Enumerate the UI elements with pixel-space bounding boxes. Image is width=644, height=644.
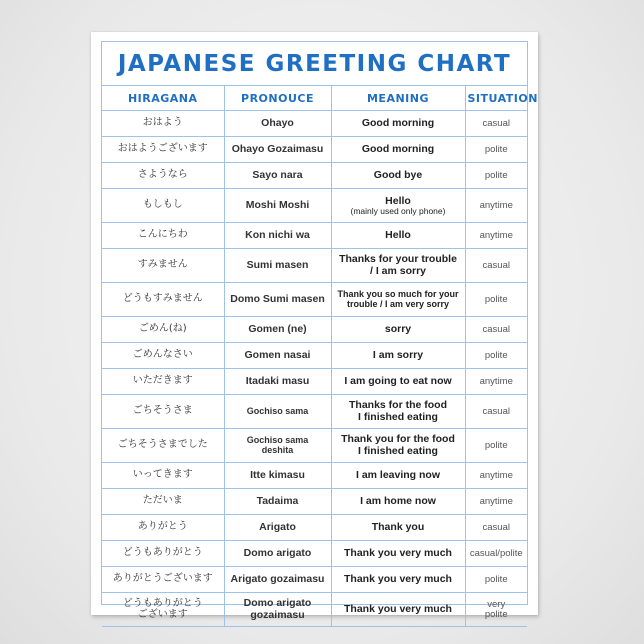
meaning-cell (331, 429, 465, 463)
situation-cell-line: casual (482, 259, 510, 271)
pronounce-cell-line: Sumi masen (246, 258, 309, 271)
pronounce-cell (224, 489, 331, 515)
header-meaning: MEANING (331, 86, 465, 111)
meaning-cell (331, 137, 465, 163)
meaning-cell-line: Good morning (361, 116, 435, 129)
hiragana-cell (102, 343, 224, 369)
table-row (102, 283, 527, 317)
pronounce-cell (224, 429, 331, 463)
meaning-cell-line: Hello (385, 194, 411, 207)
pronounce-cell-line: Gomen (ne) (248, 322, 307, 335)
pronounce-cell (224, 541, 331, 567)
situation-cell (465, 567, 527, 593)
pronounce-cell (224, 567, 331, 593)
hiragana-cell (102, 111, 224, 137)
hiragana-cell (102, 223, 224, 249)
situation-cell-line: anytime (479, 469, 513, 481)
situation-cell-line: very (487, 598, 506, 610)
meaning-cell-line: I am home now (360, 494, 436, 507)
situation-cell (465, 429, 527, 463)
hiragana-cell (102, 395, 224, 429)
situation-cell (465, 137, 527, 163)
pronounce-cell (224, 369, 331, 395)
table-body (102, 111, 527, 627)
situation-cell-line: polite (484, 293, 508, 305)
pronounce-cell (224, 593, 331, 627)
meaning-cell-line: I am going to eat now (344, 374, 452, 387)
hiragana-cell-line: もしもし (142, 199, 183, 211)
situation-cell-line: polite (484, 349, 508, 361)
hiragana-cell-line: どうもありがとう (122, 547, 203, 559)
meaning-cell-line: trouble / I am very sorry (346, 298, 450, 309)
hiragana-cell-line: さようなら (137, 169, 188, 181)
situation-cell-line: polite (484, 573, 508, 585)
table-row (102, 317, 527, 343)
pronounce-cell (224, 249, 331, 283)
pronounce-cell-line: Arigato (259, 520, 296, 533)
meaning-cell (331, 489, 465, 515)
meaning-cell (331, 593, 465, 627)
meaning-cell (331, 343, 465, 369)
pronounce-cell-line: Moshi Moshi (245, 198, 310, 211)
hiragana-cell-line: すみません (137, 259, 188, 271)
pronounce-cell-line: Kon nichi wa (245, 228, 310, 241)
hiragana-cell-line: ございます (137, 608, 188, 620)
situation-cell-line: anytime (479, 199, 513, 211)
situation-cell-line: anytime (479, 495, 513, 507)
hiragana-cell-line: ごちそうさまでした (117, 439, 208, 451)
chart-frame (101, 41, 538, 621)
meaning-cell-line: Thanks for the food (349, 399, 447, 412)
table-row (102, 249, 527, 283)
header-row (102, 86, 527, 111)
meaning-cell (331, 111, 465, 137)
pronounce-cell (224, 515, 331, 541)
situation-cell (465, 317, 527, 343)
pronounce-cell-line: Gochiso sama (246, 405, 309, 416)
situation-cell-line: casual (482, 117, 510, 129)
hiragana-cell-line: ただいま (142, 495, 183, 507)
pronounce-cell-line: Sayo nara (252, 168, 303, 181)
situation-cell (465, 463, 527, 489)
pronounce-cell-line: Itte kimasu (250, 468, 305, 481)
situation-cell (465, 283, 527, 317)
situation-cell-line: polite (484, 439, 508, 451)
hiragana-cell (102, 429, 224, 463)
meaning-cell (331, 189, 465, 223)
meaning-cell (331, 541, 465, 567)
hiragana-cell (102, 541, 224, 567)
hiragana-cell-line: ごめんなさい (132, 349, 193, 361)
hiragana-cell (102, 567, 224, 593)
pronounce-cell (224, 463, 331, 489)
hiragana-cell-line: おはよう (142, 117, 183, 129)
meaning-cell-line: Thank you for the food (341, 433, 455, 446)
hiragana-cell (102, 189, 224, 223)
hiragana-cell-line: ごちそうさま (132, 405, 193, 417)
meaning-cell-line: I finished eating (358, 410, 438, 423)
pronounce-cell-line: Domo arigato (243, 546, 312, 559)
hiragana-cell (102, 463, 224, 489)
meaning-cell-line: I am leaving now (355, 468, 441, 481)
hiragana-cell-line: どうもすみません (122, 293, 203, 305)
situation-cell (465, 111, 527, 137)
situation-cell (465, 515, 527, 541)
table-row (102, 395, 527, 429)
situation-cell-line: polite (484, 143, 508, 155)
hiragana-cell (102, 137, 224, 163)
pronounce-cell-line: Tadaima (256, 494, 299, 507)
hiragana-cell (102, 489, 224, 515)
meaning-cell-line: sorry (384, 322, 412, 335)
situation-cell (465, 249, 527, 283)
hiragana-cell (102, 317, 224, 343)
situation-cell-line: casual/polite (469, 547, 523, 559)
meaning-note: (mainly used only phone) (350, 205, 446, 216)
header-pronounce: PRONOUCE (224, 86, 331, 111)
situation-cell (465, 163, 527, 189)
meaning-cell-line: Thank you so much for your (337, 289, 459, 300)
meaning-cell (331, 249, 465, 283)
table-row (102, 567, 527, 593)
meaning-cell (331, 317, 465, 343)
header-situation: SITUATION (465, 86, 527, 111)
pronounce-cell-line: gozaimasu (250, 608, 305, 621)
meaning-cell-line: I finished eating (358, 444, 438, 457)
greeting-table (102, 86, 538, 627)
pronounce-cell (224, 283, 331, 317)
hiragana-cell (102, 369, 224, 395)
hiragana-cell-line: どうもありがとう (122, 598, 203, 609)
hiragana-cell-line: ありがとう (137, 521, 188, 533)
situation-cell (465, 189, 527, 223)
table-row (102, 515, 527, 541)
hiragana-cell (102, 515, 224, 541)
table-row (102, 463, 527, 489)
situation-cell-line: casual (482, 521, 510, 533)
pronounce-cell-line: Domo arigato (243, 597, 312, 610)
meaning-cell (331, 463, 465, 489)
hiragana-cell (102, 283, 224, 317)
hiragana-cell-line: ごめん(ね) (138, 323, 187, 335)
situation-cell (465, 223, 527, 249)
situation-cell (465, 343, 527, 369)
meaning-cell (331, 223, 465, 249)
meaning-cell-line: Good morning (361, 142, 435, 155)
situation-cell (465, 489, 527, 515)
meaning-cell (331, 395, 465, 429)
situation-cell-line: anytime (479, 375, 513, 387)
meaning-cell-line: Thank you very much (344, 602, 452, 615)
meaning-cell-line: Thank you (371, 520, 425, 533)
situation-cell (465, 395, 527, 429)
hiragana-cell (102, 593, 224, 627)
meaning-cell (331, 369, 465, 395)
table-row (102, 343, 527, 369)
situation-cell (465, 541, 527, 567)
situation-cell-line: anytime (479, 229, 513, 241)
pronounce-cell-line: Domo Sumi masen (230, 292, 325, 305)
pronounce-cell (224, 189, 331, 223)
meaning-cell-line: Thank you very much (344, 546, 452, 559)
pronounce-cell-line: Gochiso sama (246, 435, 309, 446)
table-row (102, 541, 527, 567)
hiragana-cell-line: ありがとうございます (112, 573, 213, 585)
hiragana-cell (102, 163, 224, 189)
meaning-cell (331, 163, 465, 189)
hiragana-cell (102, 249, 224, 283)
table-row (102, 189, 527, 223)
situation-cell-line: polite (484, 608, 508, 620)
table-row (102, 111, 527, 137)
table-row (102, 223, 527, 249)
hiragana-cell-line: いってきます (132, 469, 193, 481)
pronounce-cell (224, 163, 331, 189)
pronounce-cell (224, 343, 331, 369)
hiragana-cell-line: おはようございます (117, 143, 208, 155)
meaning-cell-line: I am sorry (372, 348, 424, 361)
pronounce-cell-line: deshita (261, 444, 294, 455)
situation-cell (465, 593, 527, 627)
chart-title: JAPANESE GREETING CHART (102, 42, 527, 86)
meaning-cell-line: Thanks for your trouble (339, 253, 457, 266)
pronounce-cell-line: Ohayo (261, 116, 294, 129)
table-row (102, 593, 527, 627)
greeting-chart-poster (91, 32, 538, 621)
table-row (102, 429, 527, 463)
table-row (102, 489, 527, 515)
pronounce-cell-line: Ohayo Gozaimasu (231, 142, 324, 155)
pronounce-cell (224, 317, 331, 343)
pronounce-cell-line: Arigato gozaimasu (230, 572, 325, 585)
meaning-cell (331, 283, 465, 317)
meaning-cell-line: Good bye (373, 168, 423, 181)
hiragana-cell-line: いただきます (132, 375, 193, 387)
meaning-cell (331, 515, 465, 541)
meaning-cell (331, 567, 465, 593)
meaning-cell-line: Thank you very much (344, 572, 452, 585)
table-row (102, 163, 527, 189)
table-row (102, 137, 527, 163)
meaning-cell-line: Hello (385, 228, 411, 241)
pronounce-cell (224, 137, 331, 163)
pronounce-cell (224, 111, 331, 137)
pronounce-cell-line: Gomen nasai (244, 348, 311, 361)
pronounce-cell (224, 223, 331, 249)
situation-cell-line: casual (482, 323, 510, 335)
situation-cell (465, 369, 527, 395)
situation-cell-line: polite (484, 169, 508, 181)
situation-cell-line: casual (482, 405, 510, 417)
pronounce-cell-line: Itadaki masu (245, 374, 310, 387)
pronounce-cell (224, 395, 331, 429)
header-hiragana: HIRAGANA (102, 86, 224, 111)
meaning-cell-line: / I am sorry (369, 264, 427, 277)
hiragana-cell-line: こんにちわ (137, 229, 188, 241)
table-row (102, 369, 527, 395)
